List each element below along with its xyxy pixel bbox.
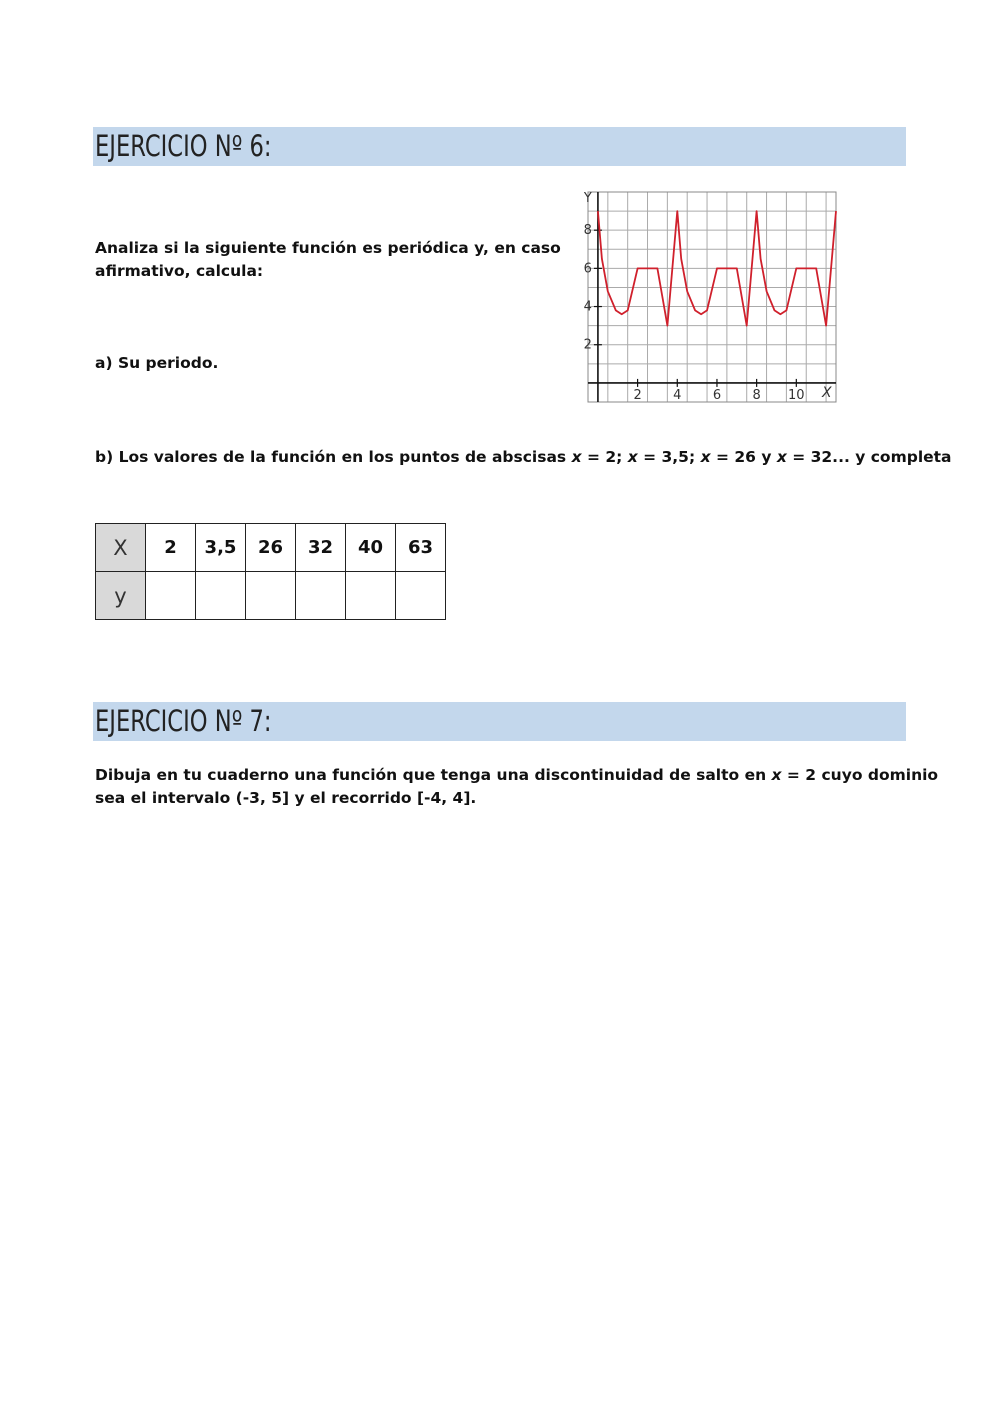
exercise-7-line-2: sea el intervalo (-3, 5] y el recorrido [-4, 4].	[95, 789, 477, 807]
part-b-seg-4: = 26 y	[710, 448, 777, 466]
x-tick-label: 6	[712, 387, 722, 403]
part-b-var-4: x	[776, 448, 787, 466]
intro-line-1: Analiza si la siguiente función es periódica y, en caso	[95, 239, 561, 257]
exercise-7-line-1	[95, 764, 938, 787]
row-y-header: y	[96, 572, 146, 620]
x-cell: 26	[246, 524, 296, 572]
part-b-var-2: x	[627, 448, 638, 466]
row-x-header: X	[96, 524, 146, 572]
x-tick-label: 8	[752, 387, 761, 403]
part-b-seg-2: = 2;	[581, 448, 628, 466]
x-cell: 40	[346, 524, 396, 572]
table-row-x	[96, 524, 446, 572]
graph-frame	[588, 192, 836, 402]
exercise-7-title: EJERCICIO Nº 7:	[95, 704, 272, 738]
y-tick-label: 6	[584, 261, 592, 277]
y-cell[interactable]	[346, 572, 396, 620]
y-axis-label: Y	[584, 191, 592, 206]
y-cell[interactable]	[246, 572, 296, 620]
y-cell[interactable]	[296, 572, 346, 620]
intro-line-2: afirmativo, calcula:	[95, 262, 264, 280]
exercise-6-banner	[93, 127, 906, 166]
table-row-y	[96, 572, 446, 620]
part-b-seg-5: = 32... y completa	[786, 448, 952, 466]
part-b-seg-3: = 3,5;	[637, 448, 701, 466]
graph-ticks	[584, 223, 805, 403]
ex7-seg-2: = 2 cuyo dominio	[781, 766, 939, 784]
x-cell: 32	[296, 524, 346, 572]
y-tick-label: 4	[584, 299, 592, 315]
x-cell: 63	[396, 524, 446, 572]
exercise-7-text	[95, 764, 938, 810]
part-b-text	[95, 446, 952, 469]
y-cell[interactable]	[396, 572, 446, 620]
periodic-function-graph	[584, 188, 840, 406]
exercise-6-title: EJERCICIO Nº 6:	[95, 129, 272, 163]
y-tick-label: 8	[584, 223, 592, 239]
graph-axes	[588, 192, 836, 402]
x-tick-label: 2	[633, 387, 642, 403]
part-b-var-3: x	[700, 448, 711, 466]
part-b-var-1: x	[571, 448, 582, 466]
ex7-var: x	[771, 766, 782, 784]
x-cell: 2	[146, 524, 196, 572]
part-b-seg-1: b) Los valores de la función en los puntos de abscisas	[95, 448, 572, 466]
y-cell[interactable]	[196, 572, 246, 620]
part-a-text: a) Su periodo.	[95, 354, 219, 372]
x-tick-label: 4	[673, 387, 682, 403]
y-cell[interactable]	[146, 572, 196, 620]
y-tick-label: 2	[584, 337, 592, 353]
ex7-seg-1: Dibuja en tu cuaderno una función que tenga una discontinuidad de salto en	[95, 766, 772, 784]
exercise-6-intro	[95, 237, 561, 283]
x-cell: 3,5	[196, 524, 246, 572]
x-tick-label: 10	[788, 387, 805, 403]
values-table	[95, 523, 446, 620]
graph-grid	[588, 192, 836, 402]
exercise-7-banner	[93, 702, 906, 741]
x-axis-label: X	[822, 384, 832, 401]
